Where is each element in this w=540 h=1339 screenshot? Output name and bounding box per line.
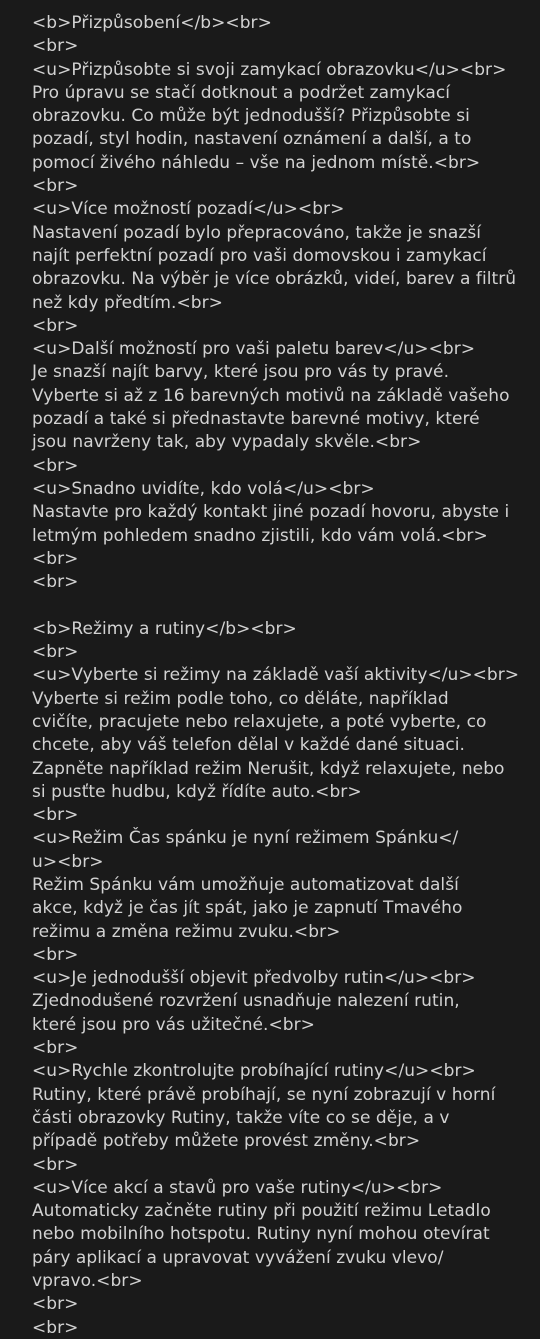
text-line: Režim Spánku vám umožňuje automatizovat další (32, 874, 459, 895)
text-line: si pusťte hudbu, když řídíte auto.<br> (32, 781, 362, 802)
text-line: <br> (32, 572, 79, 593)
text-line: pozadí, styl hodin, nastavení oznámení a další, a to (32, 129, 472, 150)
text-line: pozadí a také si přednastavte barevné motivy, které (32, 409, 480, 430)
text-line: vpravo.<br> (32, 1271, 143, 1292)
text-line: <u>Snadno uvidíte, kdo volá</u><br> (32, 478, 375, 499)
text-line: <u>Rychle zkontrolujte probíhající rutiny</u><br> (32, 1061, 476, 1082)
text-line: letmým pohledem snadno zjistili, kdo vám volá.<br> (32, 525, 488, 546)
text-line: pomocí živého náhledu – vše na jednom místě.<br> (32, 152, 481, 173)
text-line: jsou navrženy tak, aby vypadaly skvěle.<br> (32, 432, 422, 453)
text-line: Automaticky začněte rutiny při použití režimu Letadlo (32, 1201, 491, 1222)
text-line: chcete, aby váš telefon dělal v každé dané situaci. (32, 735, 465, 756)
text-line: které jsou pro vás užitečné.<br> (32, 1014, 315, 1035)
text-line: najít perfektní pozadí pro vaši domovskou i zamykací (32, 245, 487, 266)
text-line: obrazovku. Na výběr je více obrázků, videí, barev a filtrů (32, 269, 517, 290)
text-line: <br> (32, 36, 79, 57)
text-line: <br> (32, 315, 79, 336)
text-line: případě potřeby můžete provést změny.<br> (32, 1131, 421, 1152)
text-line: Zjednodušené rozvržení usnadňuje nalezení rutin, (32, 991, 460, 1012)
text-line: <b>Režimy a rutiny</b><br> (32, 618, 297, 639)
text-line: u><br> (32, 851, 104, 872)
text-line: <u>Přizpůsobte si svoji zamykací obrazovku</u><br> (32, 59, 507, 80)
text-line: cvičíte, pracujete nebo relaxujete, a poté vyberte, co (32, 711, 487, 732)
text-line: Vyberte si až z 16 barevných motivů na základě vašeho (32, 385, 510, 406)
text-line: než kdy předtím.<br> (32, 292, 223, 313)
text-line: <br> (32, 944, 79, 965)
text-line: <u>Režim Čas spánku je nyní režimem Spánku</ (32, 828, 459, 849)
text-line: části obrazovky Rutiny, takže víte co se děje, a v (32, 1107, 450, 1128)
text-line: <u>Více možností pozadí</u><br> (32, 199, 345, 220)
text-line: <br> (32, 548, 79, 569)
text-line: Nastavení pozadí bylo přepracováno, takže je snazší (32, 222, 481, 243)
text-line: <br> (32, 642, 79, 663)
text-line: <u>Další možností pro vaši paletu barev</u><br> (32, 339, 476, 360)
text-line: <b>Přizpůsobení</b><br> (32, 13, 272, 33)
text-line: Nastavte pro každý kontakt jiné pozadí hovoru, abyste i (32, 502, 510, 523)
text-line: <u>Vyberte si režimy na základě vaší aktivity</u><br> (32, 665, 520, 686)
text-line: Je snazší najít barvy, které jsou pro vás ty pravé. (32, 362, 450, 383)
text-line: <br> (32, 1317, 79, 1338)
text-line: Rutiny, které právě probíhají, se nyní zobrazují v horní (32, 1084, 496, 1105)
text-line: Pro úpravu se stačí dotknout a podržet zamykací (32, 82, 451, 103)
text-line: režimu a změna režimu zvuku.<br> (32, 921, 341, 942)
text-line: <u>Více akcí a stavů pro vaše rutiny</u><br> (32, 1177, 443, 1198)
document-text (32, 12, 532, 1339)
text-line: <br> (32, 455, 79, 476)
blank-line (32, 594, 532, 617)
text-line: <br> (32, 1294, 79, 1315)
text-line: <br> (32, 1038, 79, 1059)
text-line: <br> (32, 1154, 79, 1175)
text-line: <br> (32, 176, 79, 197)
text-line: <br> (32, 805, 79, 826)
text-line: Vyberte si režim podle toho, co děláte, například (32, 688, 449, 709)
text-line: Zapněte například režim Nerušit, když relaxujete, nebo (32, 758, 505, 779)
text-line: obrazovku. Co může být jednodušší? Přizpůsobte si (32, 106, 470, 127)
text-line: páry aplikací a upravovat vyvážení zvuku vlevo/ (32, 1247, 444, 1268)
text-line: akce, když je čas jít spát, jako je zapnutí Tmavého (32, 898, 463, 919)
text-line: <u>Je jednodušší objevit předvolby rutin</u><br> (32, 968, 476, 989)
text-line: nebo mobilního hotspotu. Rutiny nyní mohou otevírat (32, 1224, 490, 1245)
